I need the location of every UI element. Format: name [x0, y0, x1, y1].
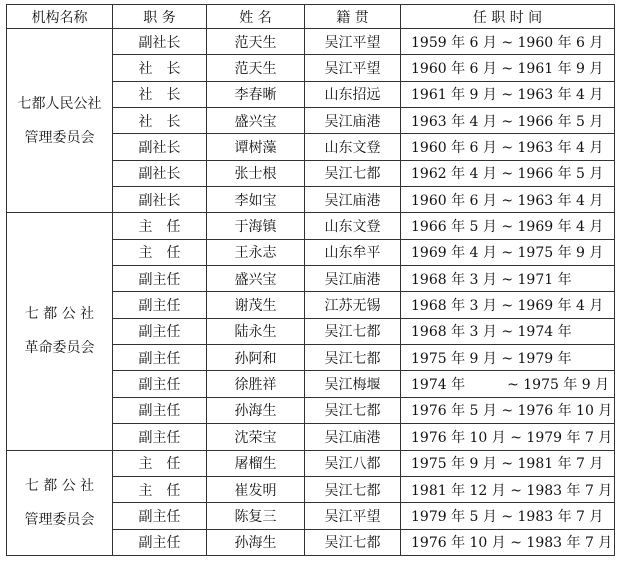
name-cell: 盛兴宝: [207, 108, 305, 134]
position-cell: 副主任: [113, 371, 207, 397]
name-cell: 李春晰: [207, 81, 305, 107]
term-cell: 1975 年 9 月 ~ 1979 年: [401, 345, 615, 371]
name-cell: 张士根: [207, 160, 305, 186]
origin-cell: 吴江庙港: [305, 108, 401, 134]
table-row: [7, 29, 615, 55]
term-cell: 1976 年 10 月 ~ 1983 年 7 月: [401, 529, 615, 555]
position-cell: 副社长: [113, 160, 207, 186]
header-name: 姓 名: [207, 5, 305, 29]
header-term: 任 职 时 间: [401, 5, 615, 29]
name-cell: 孙阿和: [207, 345, 305, 371]
position-cell: 社 长: [113, 81, 207, 107]
name-cell: 孙海生: [207, 529, 305, 555]
term-cell: 1979 年 5 月 ~ 1983 年 7 月: [401, 503, 615, 529]
term-cell: 1959 年 6 月 ~ 1960 年 6 月: [401, 29, 615, 55]
origin-cell: 山东文登: [305, 134, 401, 160]
origin-cell: 吴江梅堰: [305, 371, 401, 397]
origin-cell: 吴江八都: [305, 450, 401, 476]
position-cell: 社 长: [113, 55, 207, 81]
term-cell: 1981 年 12 月 ~ 1983 年 7 月: [401, 476, 615, 502]
position-cell: 副主任: [113, 503, 207, 529]
table-body: [7, 29, 615, 556]
term-cell: 1975 年 9 月 ~ 1981 年 7 月: [401, 450, 615, 476]
term-cell: 1968 年 3 月 ~ 1969 年 4 月: [401, 292, 615, 318]
header-org: 机构名称: [7, 5, 113, 29]
term-cell: 1969 年 4 月 ~ 1975 年 9 月: [401, 239, 615, 265]
table-header: [7, 5, 615, 29]
name-cell: 陆永生: [207, 318, 305, 344]
origin-cell: 吴江庙港: [305, 187, 401, 213]
header-position: 职 务: [113, 5, 207, 29]
origin-cell: 山东牟平: [305, 239, 401, 265]
position-cell: 副主任: [113, 318, 207, 344]
origin-cell: 吴江庙港: [305, 424, 401, 450]
org-name-line2: 管理委员会: [24, 129, 95, 146]
origin-cell: 吴江七都: [305, 529, 401, 555]
origin-cell: 吴江庙港: [305, 266, 401, 292]
origin-cell: 吴江七都: [305, 160, 401, 186]
name-cell: 盛兴宝: [207, 266, 305, 292]
origin-cell: 山东招远: [305, 81, 401, 107]
position-cell: 副主任: [113, 345, 207, 371]
name-cell: 屠榴生: [207, 450, 305, 476]
position-cell: 主 任: [113, 476, 207, 502]
org-name-cell: [7, 450, 113, 556]
term-cell: 1966 年 5 月 ~ 1969 年 4 月: [401, 213, 615, 239]
term-cell: 1960 年 6 月 ~ 1963 年 4 月: [401, 187, 615, 213]
position-cell: 主 任: [113, 450, 207, 476]
origin-cell: 吴江七都: [305, 345, 401, 371]
term-cell: 1960 年 6 月 ~ 1963 年 4 月: [401, 134, 615, 160]
term-cell: 1976 年 10 月 ~ 1979 年 7 月: [401, 424, 615, 450]
origin-cell: 吴江平望: [305, 29, 401, 55]
name-cell: 沈荣宝: [207, 424, 305, 450]
header-origin: 籍 贯: [305, 5, 401, 29]
term-cell: 1976 年 5 月 ~ 1976 年 10 月: [401, 397, 615, 423]
position-cell: 主 任: [113, 213, 207, 239]
name-cell: 陈复三: [207, 503, 305, 529]
position-cell: 主 任: [113, 239, 207, 265]
origin-cell: 山东文登: [305, 213, 401, 239]
position-cell: 副社长: [113, 29, 207, 55]
name-cell: 谭树藻: [207, 134, 305, 160]
position-cell: 副主任: [113, 266, 207, 292]
origin-cell: 吴江七都: [305, 318, 401, 344]
org-name-cell: [7, 213, 113, 450]
term-cell: 1968 年 3 月 ~ 1974 年: [401, 318, 615, 344]
name-cell: 孙海生: [207, 397, 305, 423]
name-cell: 于海镇: [207, 213, 305, 239]
org-name-line1: 七都人民公社: [17, 95, 102, 112]
org-name-line2: 管理委员会: [24, 511, 95, 528]
term-cell: 1968 年 3 月 ~ 1971 年: [401, 266, 615, 292]
origin-cell: 吴江七都: [305, 476, 401, 502]
term-cell: 1962 年 4 月 ~ 1966 年 5 月: [401, 160, 615, 186]
origin-cell: 吴江七都: [305, 397, 401, 423]
position-cell: 副主任: [113, 292, 207, 318]
term-cell: 1974 年 ~ 1975 年 9 月: [401, 371, 615, 397]
org-name-line2: 革命委员会: [24, 340, 95, 357]
term-cell: 1963 年 4 月 ~ 1966 年 5 月: [401, 108, 615, 134]
origin-cell: 江苏无锡: [305, 292, 401, 318]
position-cell: 副社长: [113, 187, 207, 213]
org-name-cell: [7, 29, 113, 213]
name-cell: 李如宝: [207, 187, 305, 213]
position-cell: 副社长: [113, 134, 207, 160]
origin-cell: 吴江平望: [305, 55, 401, 81]
origin-cell: 吴江平望: [305, 503, 401, 529]
officials-table: [6, 4, 615, 556]
position-cell: 副主任: [113, 424, 207, 450]
position-cell: 副主任: [113, 397, 207, 423]
name-cell: 范天生: [207, 29, 305, 55]
name-cell: 王永志: [207, 239, 305, 265]
position-cell: 副主任: [113, 529, 207, 555]
term-cell: 1961 年 9 月 ~ 1963 年 4 月: [401, 81, 615, 107]
name-cell: 范天生: [207, 55, 305, 81]
position-cell: 社 长: [113, 108, 207, 134]
name-cell: 徐胜祥: [207, 371, 305, 397]
table-row: [7, 213, 615, 239]
term-cell: 1960 年 6 月 ~ 1961 年 9 月: [401, 55, 615, 81]
org-name-line1: 七 都 公 社: [24, 477, 95, 494]
table-row: [7, 450, 615, 476]
org-name-line1: 七 都 公 社: [24, 306, 95, 323]
name-cell: 谢茂生: [207, 292, 305, 318]
name-cell: 崔发明: [207, 476, 305, 502]
